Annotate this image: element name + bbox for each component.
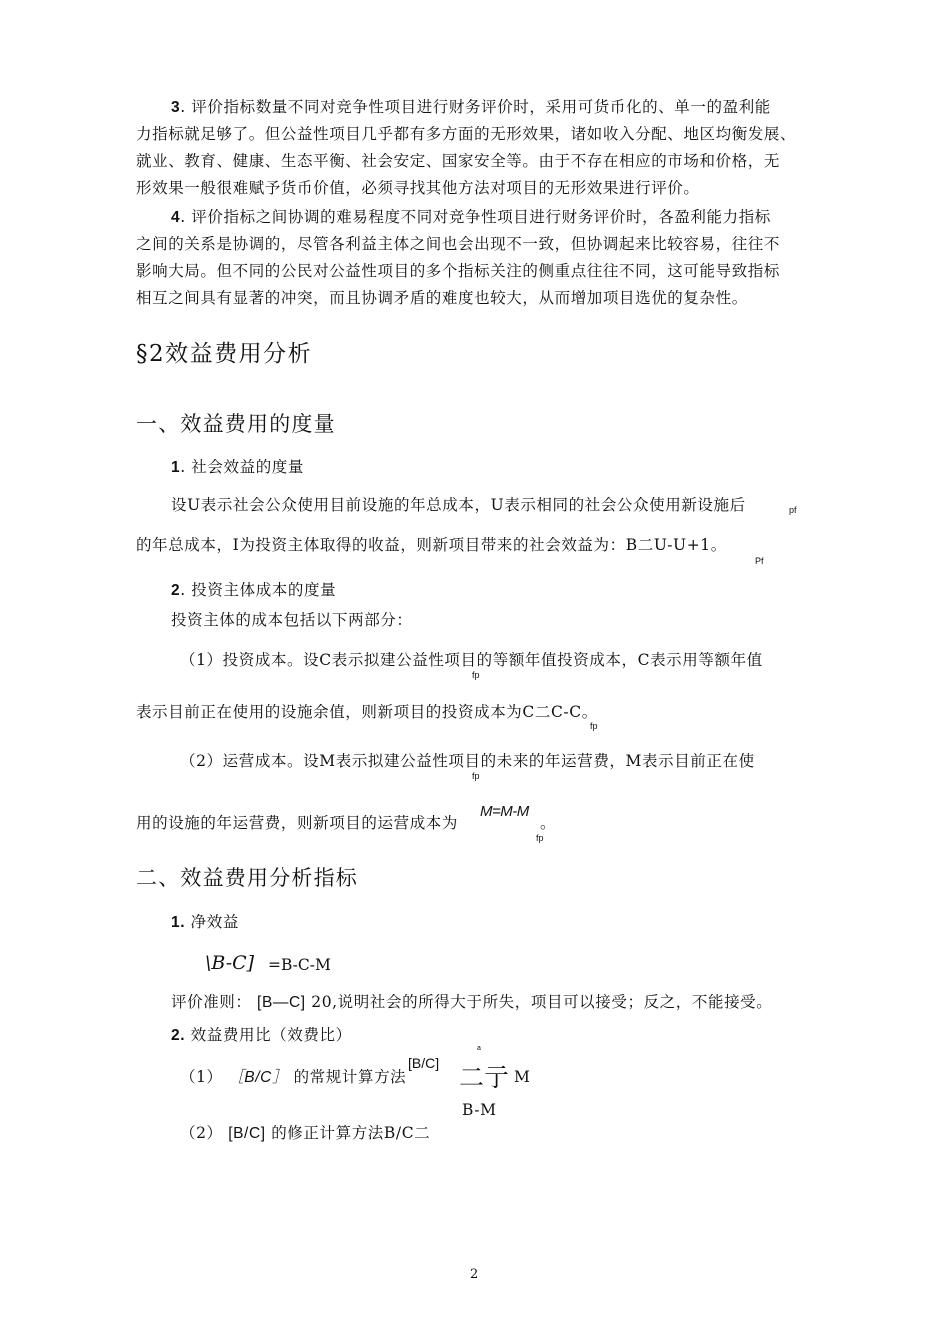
method2-line: （2） [B/C] 的修正计算方法B/C二 [180, 1124, 431, 1142]
part1-sub1-line2: 的年总成本，I为投资主体取得的收益，则新项目带来的社会效益为：B二U-U+1。 [136, 536, 727, 554]
investment-cost-subscript1: fp [472, 670, 480, 680]
part1-sub2-heading: 2. 投资主体成本的度量 [171, 581, 337, 599]
part1-sub1-heading: 1. 社会效益的度量 [171, 458, 304, 476]
section-heading: §2效益费用分析 [136, 341, 313, 367]
method1-fraction-label: [B/C] [408, 1055, 440, 1071]
method1-equals-symbol: 二亍 [459, 1063, 510, 1092]
part2-heading: 二、效益费用分析指标 [136, 866, 358, 890]
part2-sub2-heading: 2. 效益费用比（效费比） [171, 1026, 352, 1044]
method1-line: （1） ［B/C］ 的常规计算方法 [180, 1068, 407, 1086]
part1-sub1-subscript2: Pf [755, 556, 764, 566]
criteria-line: 评价准则： [B—C] 20,说明社会的所得大于所失，项目可以接受；反之，不能接受。 [171, 993, 773, 1011]
item3-line4: 形效果一般很难赋予货币价值，必须寻找其他方法对项目的无形效果进行评价。 [136, 179, 700, 197]
item3-line3: 就业、教育、健康、生态平衡、社会安定、国家安全等。由于不存在相应的市场和价格，无 [136, 152, 781, 170]
item4-line3: 影响大局。但不同的公民对公益性项目的多个指标关注的侧重点往往不同，这可能导致指标 [136, 262, 781, 280]
operating-cost-line1: （2）运营成本。设M表示拟建公益性项目的未来的年运营费，M表示目前正在使 [180, 752, 755, 770]
method1-denominator: B-M [462, 1101, 497, 1119]
operating-cost-formula: M=M-M [480, 803, 529, 820]
method1-numerator: a [477, 1045, 481, 1052]
part2-sub1-heading: 1. 净效益 [171, 913, 239, 931]
item3-number: 3 [171, 99, 181, 116]
net-benefit-lhs: \B-C] [205, 952, 255, 974]
item4-number: 4 [171, 209, 181, 226]
item4-line1: 4. 评价指标之间协调的难易程度不同对竞争性项目进行财务评价时，各盈利能力指标 [171, 208, 771, 226]
part1-sub1-subscript1: pf [789, 505, 797, 515]
net-benefit-rhs: =B-C-M [268, 956, 331, 974]
investment-cost-line1: （1）投资成本。设C表示拟建公益性项目的等额年值投资成本，C表示用等额年值 [180, 651, 763, 669]
part1-heading: 一、效益费用的度量 [136, 412, 336, 436]
item3-line1: 3. 评价指标数量不同对竞争性项目进行财务评价时，采用可货币化的、单一的盈利能 [171, 98, 771, 116]
item3-line2: 力指标就足够了。但公益性项目几乎都有多方面的无形效果，诸如收入分配、地区均衡发展、 [136, 125, 797, 143]
investment-cost-subscript2: fp [590, 721, 598, 731]
part1-sub2-intro: 投资主体的成本包括以下两部分： [171, 611, 413, 629]
method1-m: M [514, 1068, 531, 1086]
operating-cost-subscript2: fp [536, 833, 544, 843]
item4-line4: 相互之间具有显著的冲突，而且协调矛盾的难度也较大，从而增加项目选优的复杂性。 [136, 289, 748, 307]
operating-cost-subscript1: fp [472, 771, 480, 781]
part1-sub1-line1: 设U表示社会公众使用目前设施的年总成本，U表示相同的社会公众使用新设施后 [171, 496, 746, 514]
investment-cost-line2: 表示目前正在使用的设施余值，则新项目的投资成本为C二C-C。 [136, 703, 598, 721]
page-number: 2 [470, 1267, 479, 1282]
operating-cost-period: 。 [540, 814, 557, 832]
operating-cost-line2: 用的设施的年运营费，则新项目的运营成本为 [136, 814, 459, 832]
item4-line2: 之间的关系是协调的，尽管各利益主体之间也会出现不一致，但协调起来比较容易，往往不 [136, 235, 781, 253]
